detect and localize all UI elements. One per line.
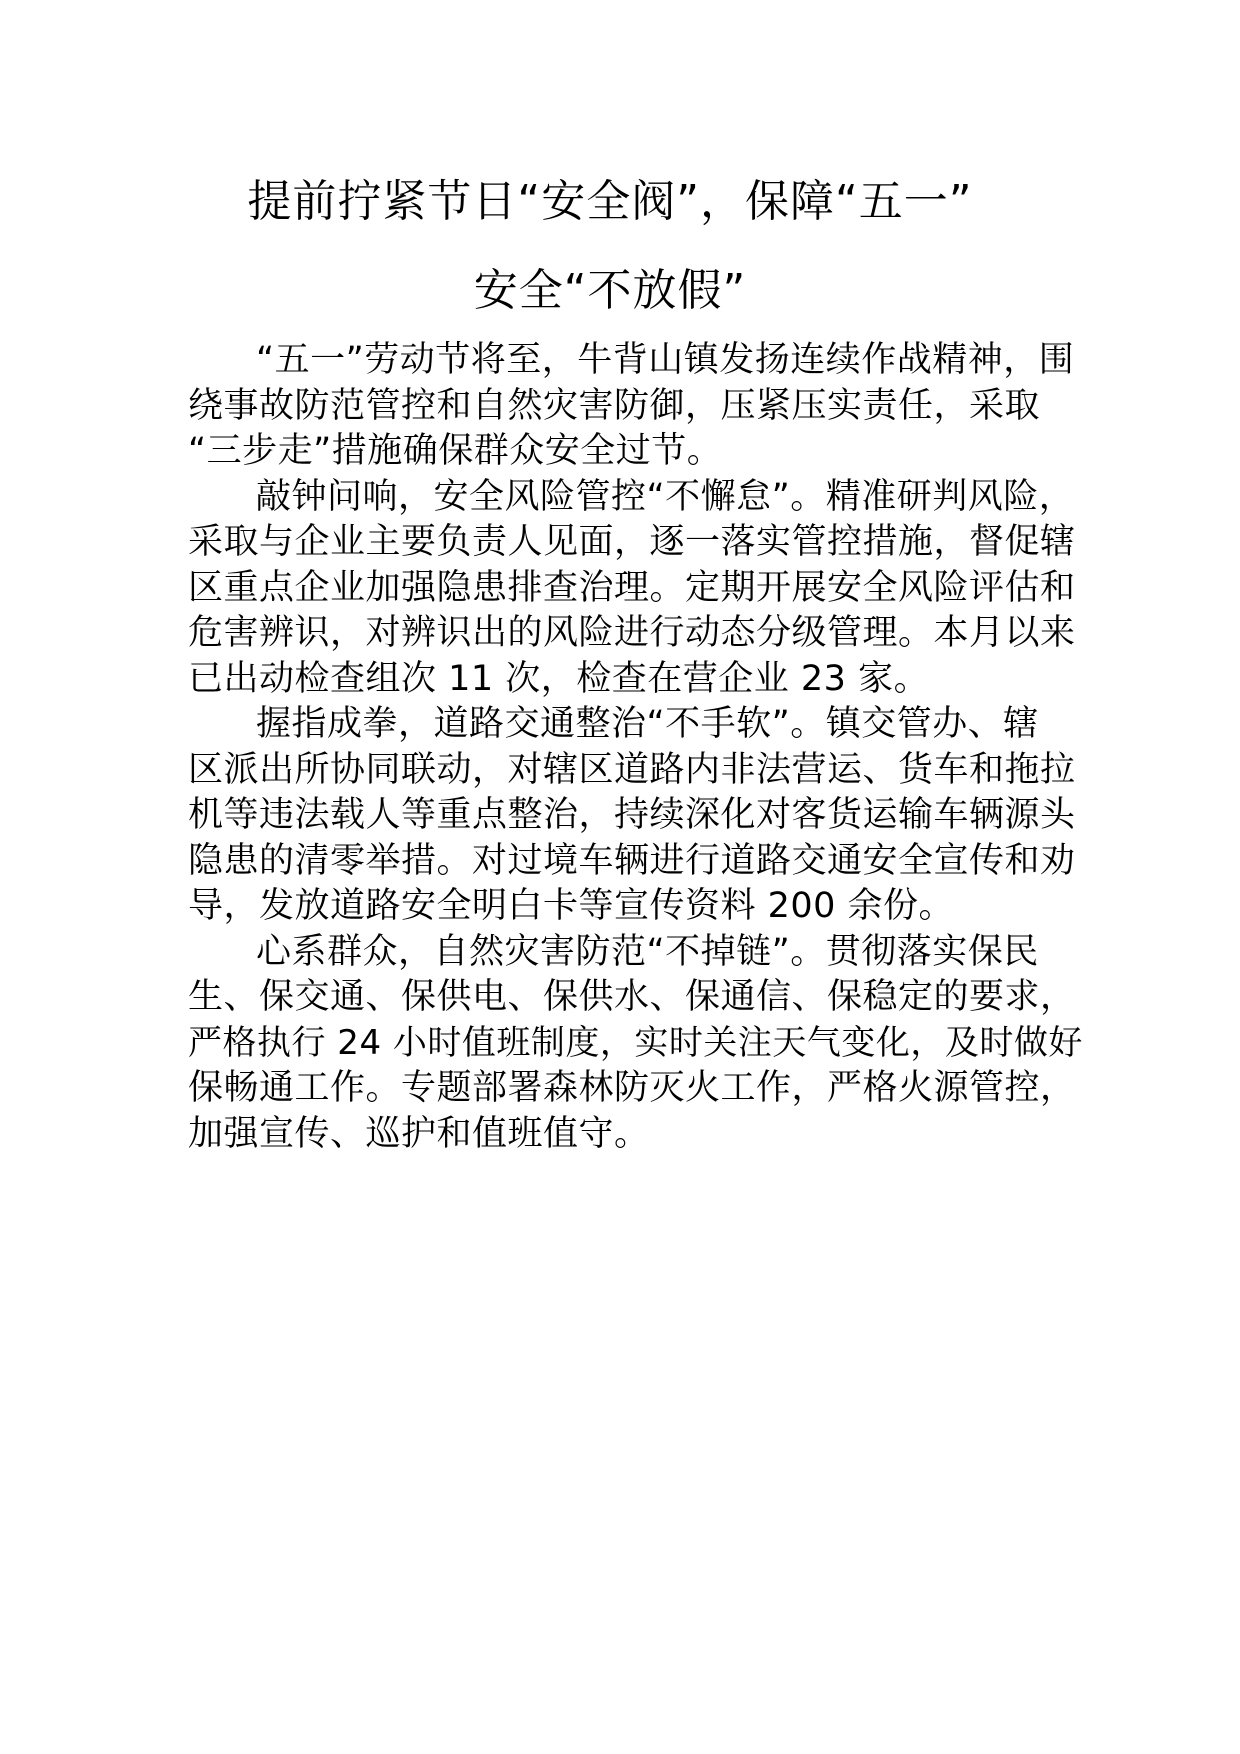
- paragraph-line: 加强宣传、巡护和值班值守。: [188, 1113, 650, 1154]
- paragraph-line: 已出动检查组次 11 次，检查在营企业 23 家。: [188, 658, 930, 699]
- paragraph-line: 严格执行 24 小时值班制度，实时关注天气变化，及时做好: [188, 1022, 1083, 1063]
- paragraph-intro: [188, 338, 1088, 475]
- paragraph-risk-control: [188, 475, 1088, 703]
- paragraph-line: 采取与企业主要负责人见面，逐一落实管控措施，督促辖: [188, 522, 1076, 562]
- document-body: [188, 338, 1088, 1157]
- paragraph-line: 绕事故防范管控和自然灾害防御，压紧压实责任，采取: [188, 385, 1041, 426]
- paragraph-line: “三步走”措施确保群众安全过节。: [188, 431, 723, 471]
- paragraph-line: 机等违法载人等重点整治，持续深化对客货运输车辆源头: [188, 795, 1076, 835]
- paragraph-line: 保畅通工作。专题部署森林防灭火工作，严格火源管控，: [188, 1068, 1076, 1108]
- paragraph-line: 区派出所协同联动，对辖区道路内非法营运、货车和拖拉: [188, 749, 1076, 790]
- paragraph-line: 生、保交通、保供电、保供水、保通信、保稳定的要求，: [188, 977, 1076, 1017]
- document-title-line-2: 安全“不放假”: [473, 265, 747, 316]
- document-title-line-1: 提前拧紧节日“安全阀”，保障“五一”: [247, 176, 973, 227]
- paragraph-natural-disaster: [188, 930, 1088, 1158]
- paragraph-line: 导，发放道路安全明白卡等宣传资料 200 余份。: [188, 886, 955, 926]
- paragraph-line: 握指成拳，道路交通整治“不手软”。镇交管办、辖: [256, 704, 1039, 744]
- paragraph-road-traffic: [188, 702, 1088, 930]
- paragraph-line: 隐患的清零举措。对过境车辆进行道路交通安全宣传和劝: [188, 840, 1076, 881]
- paragraph-line: 心系群众，自然灾害防范“不掉链”。贯彻落实保民: [256, 931, 1039, 972]
- paragraph-line: 危害辨识，对辨识出的风险进行动态分级管理。本月以来: [188, 613, 1076, 653]
- paragraph-line: 敲钟问响，安全风险管控“不懈怠”。精准研判风险，: [256, 476, 1075, 517]
- paragraph-line: “五一”劳动节将至，牛背山镇发扬连续作战精神，围: [256, 340, 1075, 380]
- paragraph-line: 区重点企业加强隐患排查治理。定期开展安全风险评估和: [188, 567, 1076, 608]
